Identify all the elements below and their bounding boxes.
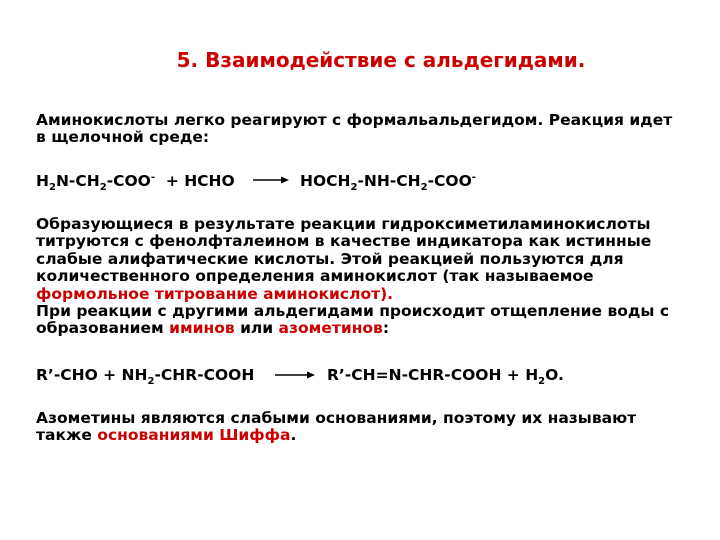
r2r-p2: O.: [545, 366, 564, 384]
para3-schiff-bases-highlight: основаниями Шиффа: [97, 426, 291, 445]
para3-line-2: [36, 427, 706, 444]
r1l-sup: -: [150, 172, 156, 183]
r1r-sup: -: [471, 172, 476, 183]
r1l-p1: H: [36, 172, 49, 190]
para3-line-1: Азометины являются слабыми основаниями, поэтому их называют: [36, 409, 637, 427]
para2-line-3: слабые алифатические кислоты. Этой реакцией пользуются для: [36, 249, 624, 268]
para2-line-2: титруются с фенолфталеином в качестве индикатора как истинные: [36, 232, 652, 251]
slide-title-text: 5. Взаимодействие с альдегидами.: [176, 48, 586, 72]
r1l-s2: 2: [99, 182, 107, 193]
r1r-p3: -COO: [427, 172, 472, 190]
para2-line-7-a: образованием: [36, 319, 170, 338]
r2r-p1: R’-CH=N-CHR-COOH + H: [327, 366, 539, 384]
intro-line-1: Аминокислоты легко реагируют с формальальдегидом. Реакция идет: [36, 111, 673, 129]
r1l-p4: + HCHO: [155, 172, 235, 190]
para2-line-7-b: или: [234, 319, 279, 338]
r1l-p3: -COO: [106, 172, 151, 190]
r1r-p1: HOCH: [300, 172, 351, 190]
r1l-p2: N-CH: [55, 172, 100, 190]
r2l-p1: R’-CHO + NH: [36, 366, 148, 384]
para2-imines-highlight: иминов: [169, 319, 235, 338]
reaction2-reactants: [36, 366, 255, 387]
para2-line-5-highlight: формольное титрование аминокислот).: [36, 284, 394, 303]
reaction2-arrow-icon: [275, 370, 315, 380]
para2-line-6: При реакции с другими альдегидами происходит отщепление воды с: [36, 302, 670, 321]
intro-line-2: в щелочной среде:: [36, 128, 210, 147]
r1r-p2: -NH-CH: [357, 172, 421, 190]
para2-line-4: количественного определения аминокислот (так называемое: [36, 267, 594, 286]
reaction1-reactants: [36, 172, 235, 193]
paragraph-3: [36, 410, 706, 445]
para2-line-1: Образующиеся в результате реакции гидроксиметиламинокислоты: [36, 215, 651, 233]
r1r-s2: 2: [420, 182, 428, 193]
reaction1-products: [300, 172, 476, 193]
reaction1-arrow-icon: [253, 175, 289, 185]
para2-line-7: [36, 320, 706, 337]
r1l-s1: 2: [48, 182, 56, 193]
paragraph-2: [36, 216, 706, 338]
reaction2-products: [327, 366, 564, 387]
r2r-s1: 2: [538, 376, 546, 387]
para3-line-2-b: .: [290, 426, 297, 445]
r2l-p2: -CHR-COOH: [154, 366, 255, 384]
para3-line-2-a: также: [36, 426, 98, 445]
para2-line-7-c: :: [382, 319, 390, 338]
r2l-s1: 2: [147, 376, 155, 387]
r1r-s1: 2: [350, 182, 358, 193]
intro-paragraph: [36, 112, 706, 147]
para2-azomethines-highlight: азометинов: [278, 319, 383, 338]
slide-title: [0, 48, 720, 72]
